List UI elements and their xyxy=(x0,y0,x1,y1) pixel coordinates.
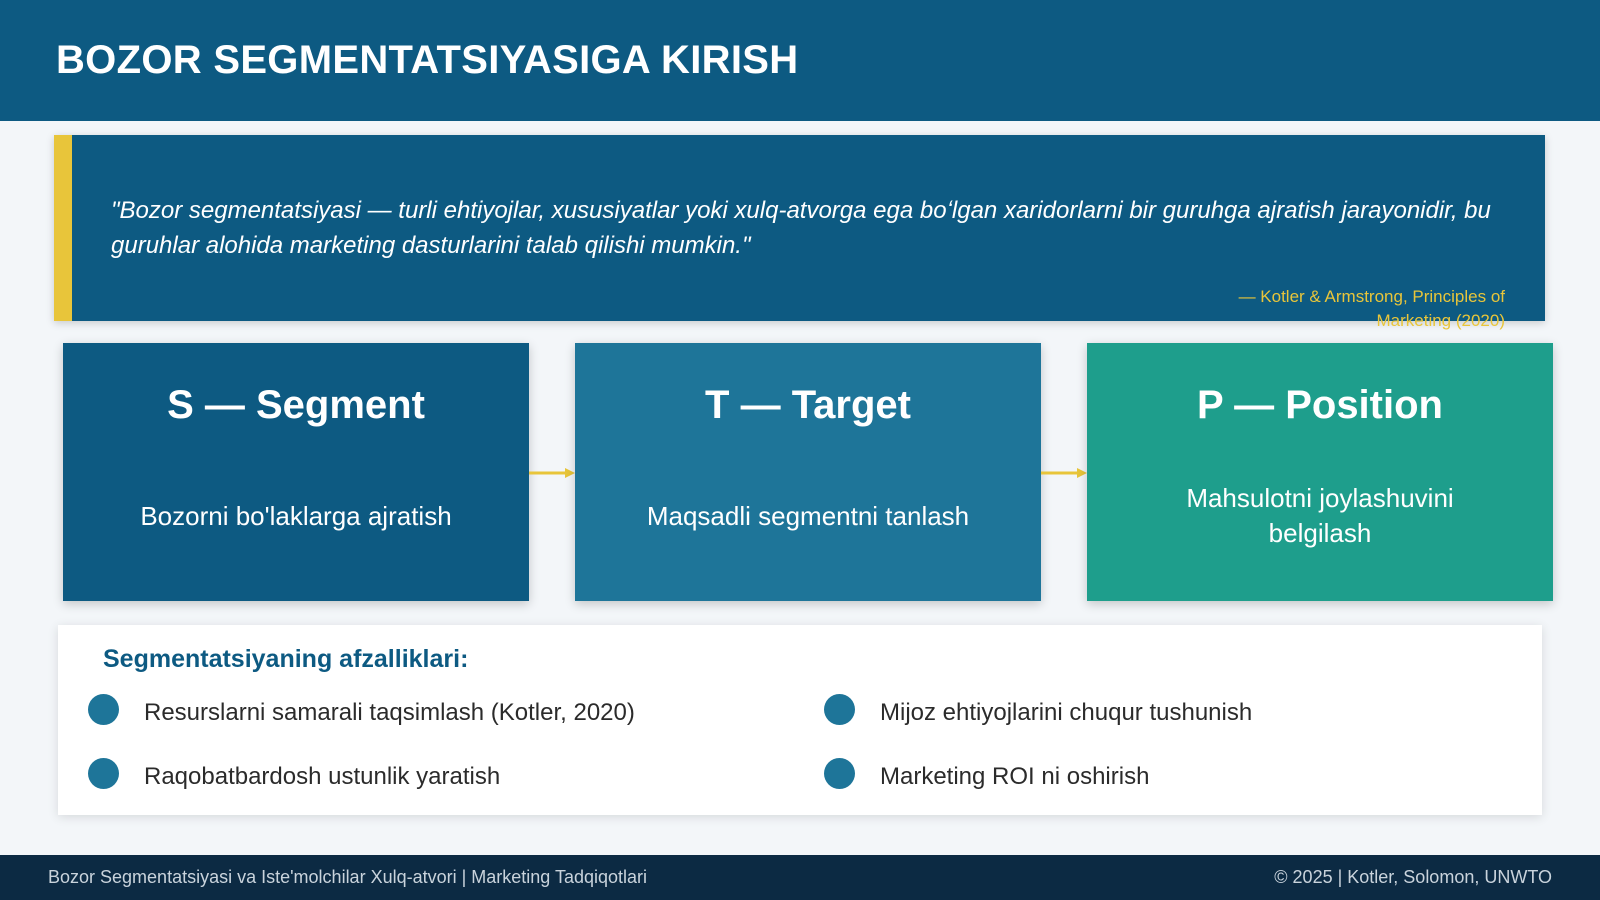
benefit-item xyxy=(88,697,635,728)
stp-card-description: Bozorni bo'laklarga ajratish xyxy=(140,500,452,531)
benefits-title: Segmentatsiyaning afzalliklari: xyxy=(103,645,469,673)
arrow-right-icon xyxy=(1041,466,1087,480)
stp-card-title: T — Target xyxy=(705,383,911,427)
slide-footer xyxy=(0,855,1600,900)
stp-card-target xyxy=(575,343,1041,601)
bullet-dot-icon xyxy=(88,758,119,789)
stp-card-title: S — Segment xyxy=(167,383,425,427)
benefit-item xyxy=(88,761,500,792)
benefit-item xyxy=(824,761,1149,792)
benefit-text: Raqobatbardosh ustunlik yaratish xyxy=(144,762,501,790)
footer-left-text: Bozor Segmentatsiyasi va Iste'molchilar Xulq-atvori | Marketing Tadqiqotlari xyxy=(48,867,648,887)
benefit-item xyxy=(824,697,1252,728)
slide-title: BOZOR SEGMENTATSIYASIGA KIRISH xyxy=(56,38,799,82)
definition-quote-box xyxy=(54,135,1545,330)
stp-card-title: P — Position xyxy=(1197,383,1443,427)
quote-text: "Bozor segmentatsiyasi — turli ehtiyojlar, xususiyatlar yoki xulq-atvorga ega boʻlgan xaridorlarni bir guruhga ajratish jarayonidir, bu guruhlar alohida marketing dasturlarini talab qilishi mumkin." xyxy=(111,197,1491,259)
stp-card-segment xyxy=(63,343,529,601)
quote-source: — Kotler & Armstrong, Principles of Marketing (2020) xyxy=(1238,287,1505,330)
stp-card-description: Maqsadli segmentni tanlash xyxy=(646,500,970,531)
stp-card-position xyxy=(1087,343,1553,601)
benefit-text: Resurslarni samarali taqsimlash (Kotler, 2020) xyxy=(144,698,635,726)
bullet-dot-icon xyxy=(88,694,119,725)
slide-header xyxy=(0,0,1600,121)
stp-card-description: Mahsulotni joylashuvini belgilash xyxy=(1186,483,1454,548)
benefit-text: Mijoz ehtiyojlarini chuqur tushunish xyxy=(880,698,1253,726)
bullet-dot-icon xyxy=(824,694,855,725)
arrow-right-icon xyxy=(529,466,575,480)
footer-right-text: © 2025 | Kotler, Solomon, UNWTO xyxy=(1274,867,1552,887)
benefits-panel xyxy=(58,625,1542,815)
benefit-text: Marketing ROI ni oshirish xyxy=(880,762,1150,790)
bullet-dot-icon xyxy=(824,758,855,789)
